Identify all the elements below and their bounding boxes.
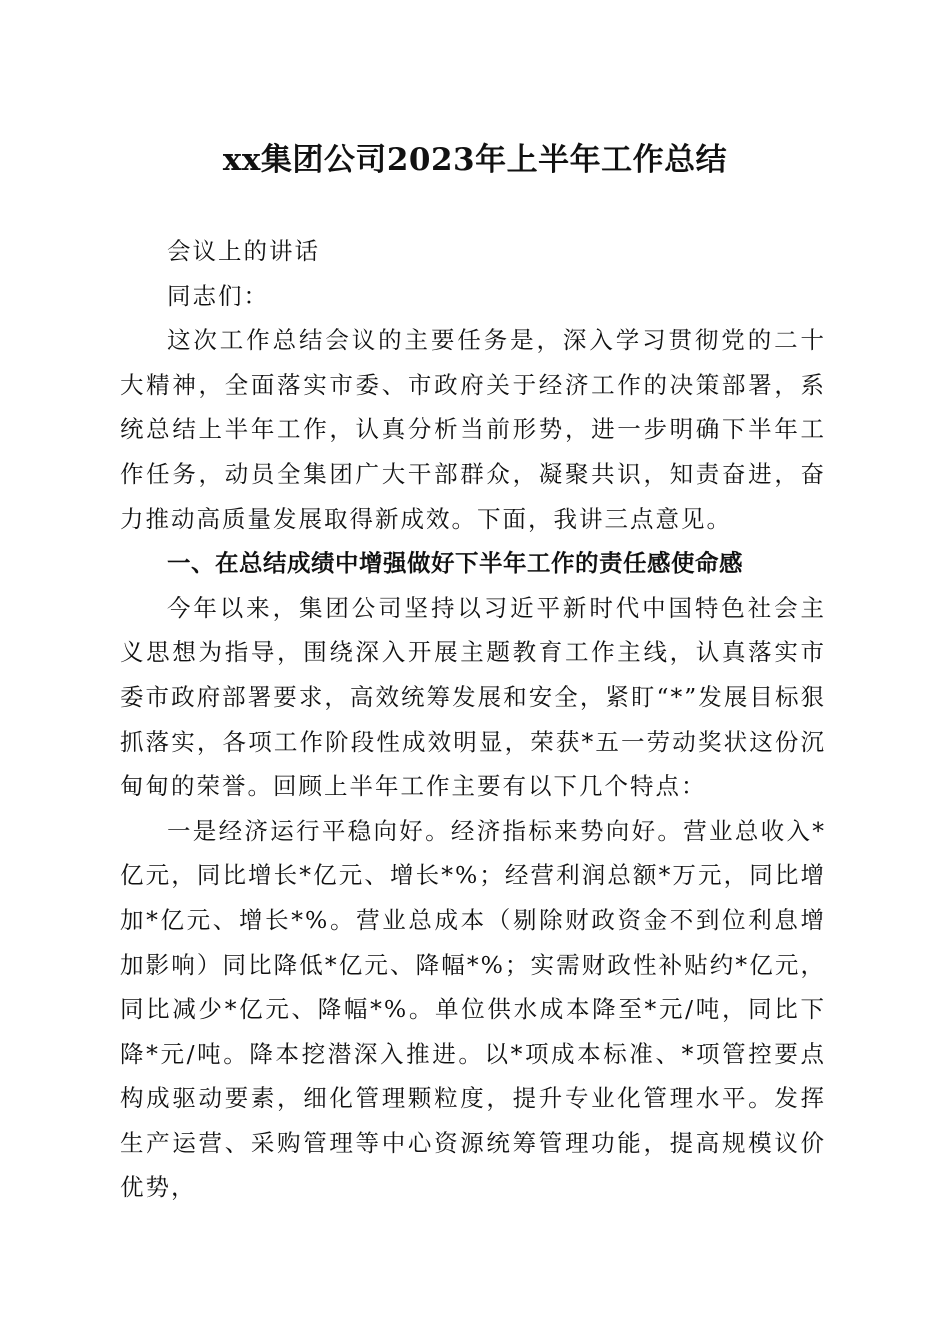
section-heading: 一、在总结成绩中增强做好下半年工作的责任感使命感 bbox=[167, 549, 743, 578]
speech-subtitle: 会议上的讲话 bbox=[167, 237, 320, 265]
document-title: xx集团公司2023年上半年工作总结 bbox=[222, 142, 728, 178]
body-paragraph: 今年以来，集团公司坚持以习近平新时代中国特色社会主义思想为指导，围绕深入开展主题教育工作主线，认真落实市委市政府部署要求，高效统筹发展和安全，紧盯“*”发展目标狠抓落实，各项工作阶段性成效明显，荣获*五一劳动奖状这份沉甸甸的荣誉。回顾上半年工作主要有以下几个特点： bbox=[120, 593, 826, 801]
intro-paragraph: 这次工作总结会议的主要任务是，深入学习贯彻党的二十大精神，全面落实市委、市政府关于经济工作的决策部署，系统总结上半年工作，认真分析当前形势，进一步明确下半年工作任务，动员全集团广大干部群众，凝聚共识，知责奋进，奋力推动高质量发展取得新成效。下面，我讲三点意见。 bbox=[120, 326, 826, 533]
document-body bbox=[120, 229, 826, 1210]
body-paragraph: 一是经济运行平稳向好。经济指标来势向好。营业总收入*亿元，同比增长*亿元、增长*%；经营利润总额*万元，同比增加*亿元、增长*%。营业总成本（剔除财政资金不到位利息增加影响）同比降低*亿元、降幅*%；实需财政性补贴约*亿元，同比减少*亿元、降幅*%。单位供水成本降至*元/吨，同比下降*元/吨。降本挖潜深入推进。以*项成本标准、*项管控要点构成驱动要素，细化管理颗粒度，提升专业化管理水平。发挥生产运营、采购管理等中心资源统筹管理功能，提高规模议价优势， bbox=[120, 816, 826, 1202]
salutation: 同志们： bbox=[167, 281, 269, 310]
